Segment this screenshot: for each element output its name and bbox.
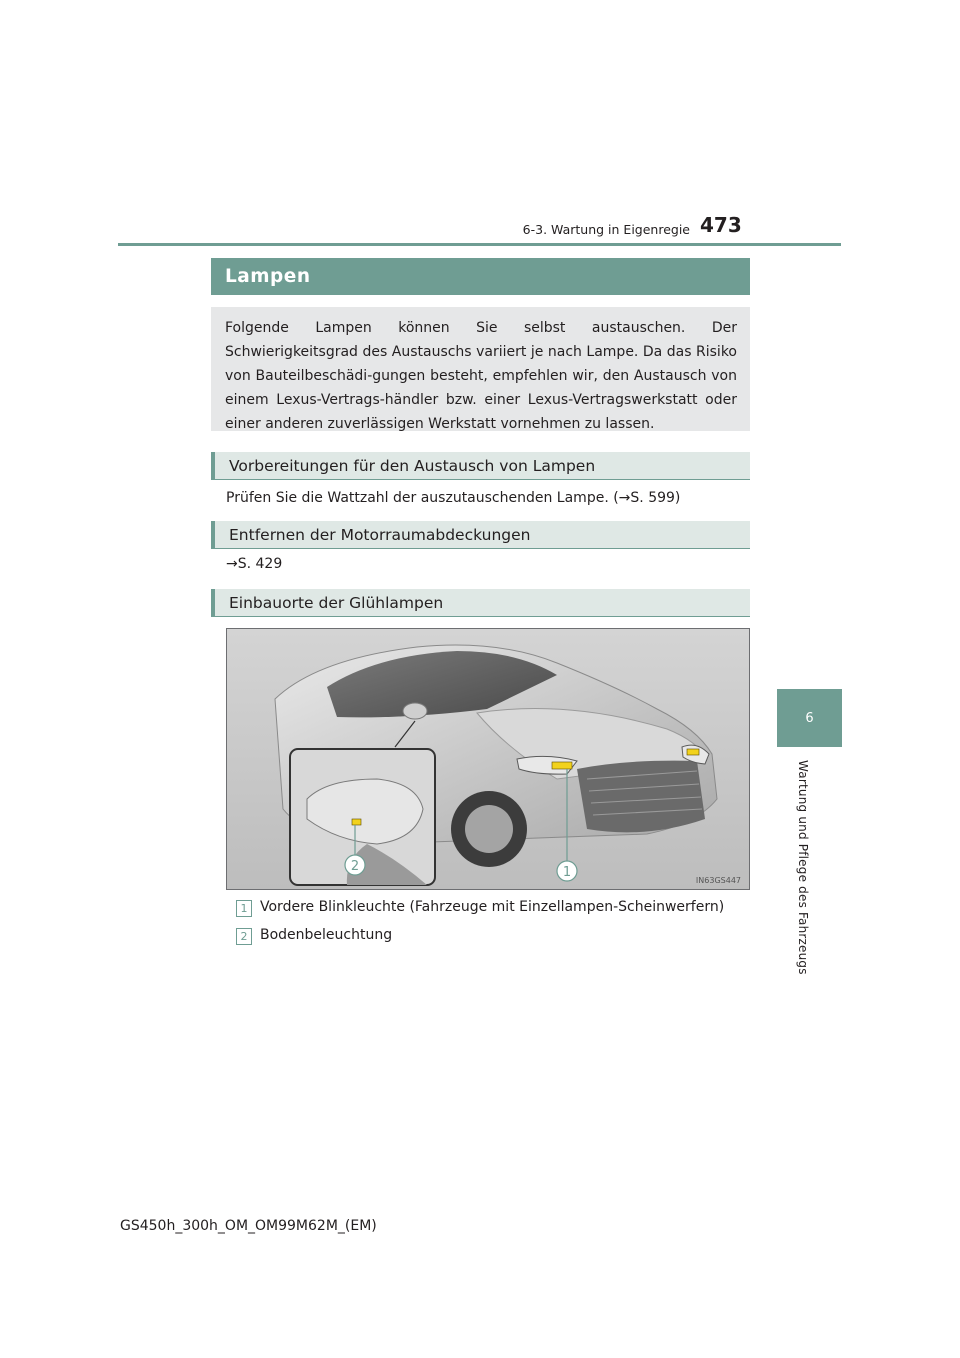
legend-badge-1: 1 [236,900,252,917]
intro-text: Folgende Lampen können Sie selbst austauschen. Der Schwierigkeitsgrad des Austauschs variiert je nach Lampe. Da das Risiko von Bauteilbeschädi-gungen besteht, empfehlen wir, den Austausch von einem Lexus-Vertrags-händler bzw. einer Lexus-Vertragswerkstatt oder einer anderen zuverlässigen Werkstatt vornehmen zu lassen. [225,320,737,432]
callout-1-label: 1 [562,865,572,880]
legend-badge-2: 2 [236,928,252,945]
page-number: 473 [700,213,742,237]
chapter-number: 6 [805,710,814,726]
callout-2-label: 2 [350,859,360,874]
running-header-section: 6-3. Wartung in Eigenregie [522,222,690,237]
bulb-location-figure [226,628,750,890]
page-title: Lampen [211,258,750,295]
intro-box [211,307,750,431]
legend-label-1: Vordere Blinkleuchte (Fahrzeuge mit Einzellampen-Scheinwerfern) [260,899,725,915]
car-illustration [227,629,749,889]
front-turn-lamp-right [687,749,699,755]
section-text-engine-cover: →S. 429 [226,556,283,572]
figure-code: IN63GS447 [695,876,741,885]
front-turn-lamp-left [552,762,572,769]
section-heading-engine-cover: Entfernen der Motorraumabdeckungen [211,521,750,549]
section-heading-preparation: Vorbereitungen für den Austausch von Lampen [211,452,750,480]
header-rule [118,243,841,246]
legend-label-2: Bodenbeleuchtung [260,927,393,943]
section-heading-bulb-locations: Einbauorte der Glühlampen [211,589,750,617]
footer-doc-code: GS450h_300h_OM_OM99M62M_(EM) [120,1218,377,1234]
chapter-tab [777,689,842,747]
ground-light-lamp [352,819,361,825]
section-text-preparation: Prüfen Sie die Wattzahl der auszutauschenden Lampe. (→S. 599) [226,490,681,506]
chapter-title: Wartung und Pflege des Fahrzeugs [796,760,810,975]
